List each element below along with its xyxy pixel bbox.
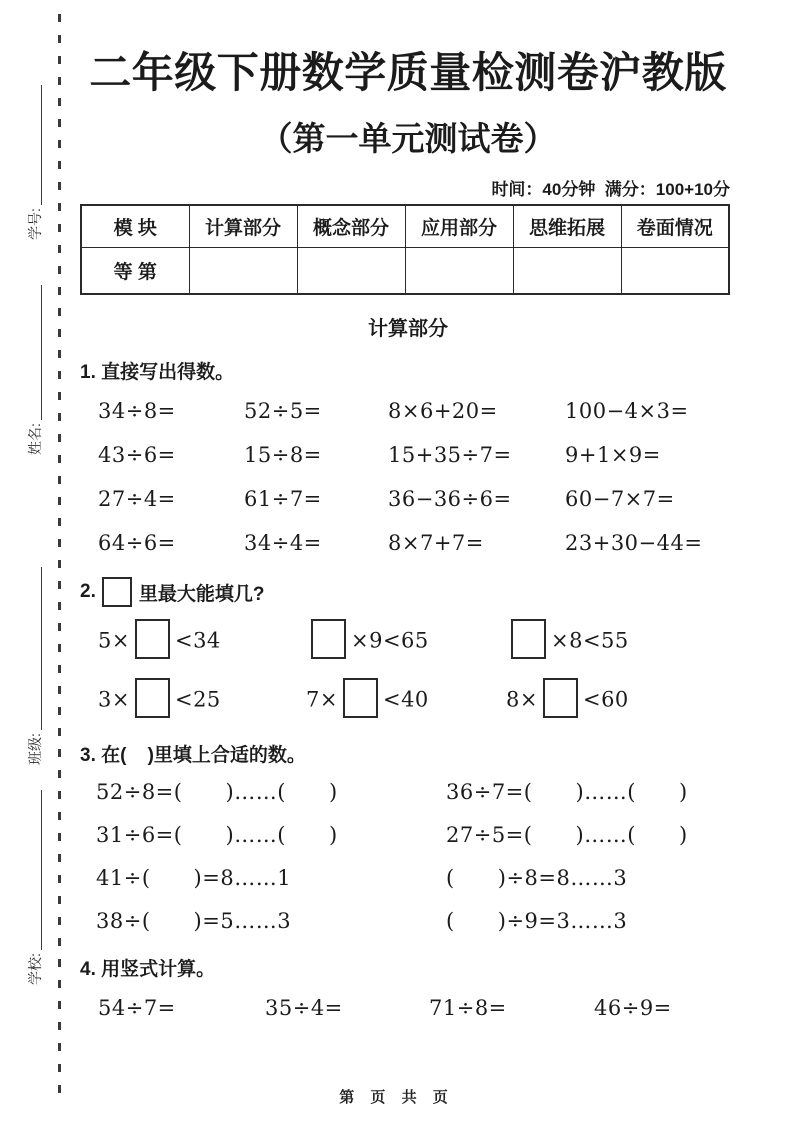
math-expression: 71÷8=: [429, 996, 507, 1020]
answer-box[interactable]: [102, 577, 132, 607]
question-1-items: [80, 399, 736, 555]
inequality-item: [98, 678, 306, 724]
answer-box[interactable]: [135, 619, 170, 659]
school-field: [23, 790, 45, 985]
math-expression: 61÷7=: [244, 487, 322, 511]
expr-suffix: <25: [174, 687, 221, 712]
math-expression: 64÷6=: [98, 531, 176, 555]
math-expression: 15+35÷7=: [388, 443, 512, 467]
inequality-item: [306, 619, 506, 665]
math-expression: 31÷6=( )……( ): [96, 823, 338, 847]
score-header-concept: 概念部分: [297, 205, 405, 247]
math-expression: 8×6+20=: [388, 399, 498, 423]
math-expression: 54÷7=: [98, 996, 176, 1020]
answer-box[interactable]: [343, 678, 378, 718]
score-cell-empty[interactable]: [297, 247, 405, 294]
math-expression: 46÷9=: [594, 996, 672, 1020]
math-expression: 27÷4=: [98, 487, 176, 511]
question-4-items: [80, 996, 736, 1020]
math-expression: 27÷5=( )……( ): [446, 823, 688, 847]
math-expression: 9+1×9=: [565, 443, 661, 467]
expr-suffix: <40: [382, 687, 429, 712]
expr-suffix: <34: [174, 628, 221, 653]
math-expression: 43÷6=: [98, 443, 176, 467]
grade-row-label: 等 第: [81, 247, 189, 294]
score-cell-empty[interactable]: [621, 247, 729, 294]
math-expression: 52÷5=: [244, 399, 322, 423]
score-table-header-row: [81, 205, 729, 247]
math-expression: 36−36÷6=: [388, 487, 512, 511]
section-title: 计算部分: [368, 318, 448, 340]
math-expression: 100−4×3=: [565, 399, 689, 423]
question-2-number: 2.: [80, 581, 96, 602]
field-label: 学号:: [27, 208, 43, 240]
math-expression: 60−7×7=: [565, 487, 675, 511]
question-2-text: 里最大能填几?: [138, 583, 265, 605]
expr-prefix: 3×: [98, 687, 130, 712]
cut-dashed-line: [58, 14, 61, 1106]
question-3-items: [80, 780, 736, 933]
inequality-item: [98, 619, 306, 665]
blank-line[interactable]: [41, 85, 42, 205]
exam-meta: 时间：40分钟 满分：100+10分: [491, 180, 730, 199]
question-2-label: [80, 577, 736, 607]
expr-prefix: 8×: [506, 687, 538, 712]
page-title: 二年级下册数学质量检测卷沪教版: [89, 49, 727, 96]
score-table: [80, 204, 730, 295]
score-cell-empty[interactable]: [513, 247, 621, 294]
answer-box[interactable]: [511, 619, 546, 659]
class-field: [23, 567, 45, 765]
math-expression: 41÷( )=8……1: [96, 866, 292, 890]
blank-line[interactable]: [41, 790, 42, 950]
question-2-items: [80, 619, 736, 724]
score-header-application: 应用部分: [405, 205, 513, 247]
inequality-item: [506, 678, 736, 724]
math-expression: ( )÷9=3……3: [446, 909, 628, 933]
blank-line[interactable]: [41, 285, 42, 420]
score-header-thinking: 思维拓展: [513, 205, 621, 247]
question-4-label: 4. 用竖式计算。: [80, 959, 216, 980]
score-cell-empty[interactable]: [189, 247, 297, 294]
math-expression: 36÷7=( )……( ): [446, 780, 688, 804]
score-header-neatness: 卷面情况: [621, 205, 729, 247]
math-expression: 34÷4=: [244, 531, 322, 555]
page-subtitle: （第一单元测试卷）: [259, 120, 557, 157]
question-3-label: 3. 在( )里填上合适的数。: [80, 745, 306, 766]
expr-prefix: 7×: [306, 687, 338, 712]
field-label: 姓名:: [27, 423, 43, 455]
answer-box[interactable]: [543, 678, 578, 718]
math-expression: 35÷4=: [265, 996, 343, 1020]
score-cell-empty[interactable]: [405, 247, 513, 294]
math-expression: 34÷8=: [98, 399, 176, 423]
math-expression: 23+30−44=: [565, 531, 703, 555]
field-label: 学校:: [27, 953, 43, 985]
question-1-label: 1. 直接写出得数。: [80, 362, 235, 383]
expr-suffix: ×8<55: [551, 628, 629, 653]
score-table-grade-row: [81, 247, 729, 294]
math-expression: ( )÷8=8……3: [446, 866, 628, 890]
math-expression: 52÷8=( )……( ): [96, 780, 338, 804]
blank-line[interactable]: [41, 567, 42, 730]
score-header-calculation: 计算部分: [189, 205, 297, 247]
field-label: 班级:: [27, 733, 43, 765]
answer-box[interactable]: [135, 678, 170, 718]
math-expression: 38÷( )=5……3: [96, 909, 292, 933]
student-id-field: [23, 85, 45, 240]
inequality-item: [506, 619, 736, 665]
paper-content: [80, 0, 736, 1020]
math-expression: 8×7+7=: [388, 531, 484, 555]
answer-box[interactable]: [311, 619, 346, 659]
expr-suffix: ×9<65: [351, 628, 429, 653]
math-expression: 15÷8=: [244, 443, 322, 467]
inequality-item: [306, 678, 506, 724]
expr-prefix: 5×: [98, 628, 130, 653]
expr-suffix: <60: [582, 687, 629, 712]
score-header-module: 模 块: [81, 205, 189, 247]
page-footer: 第 页 共 页: [339, 1089, 454, 1106]
student-name-field: [23, 285, 45, 455]
